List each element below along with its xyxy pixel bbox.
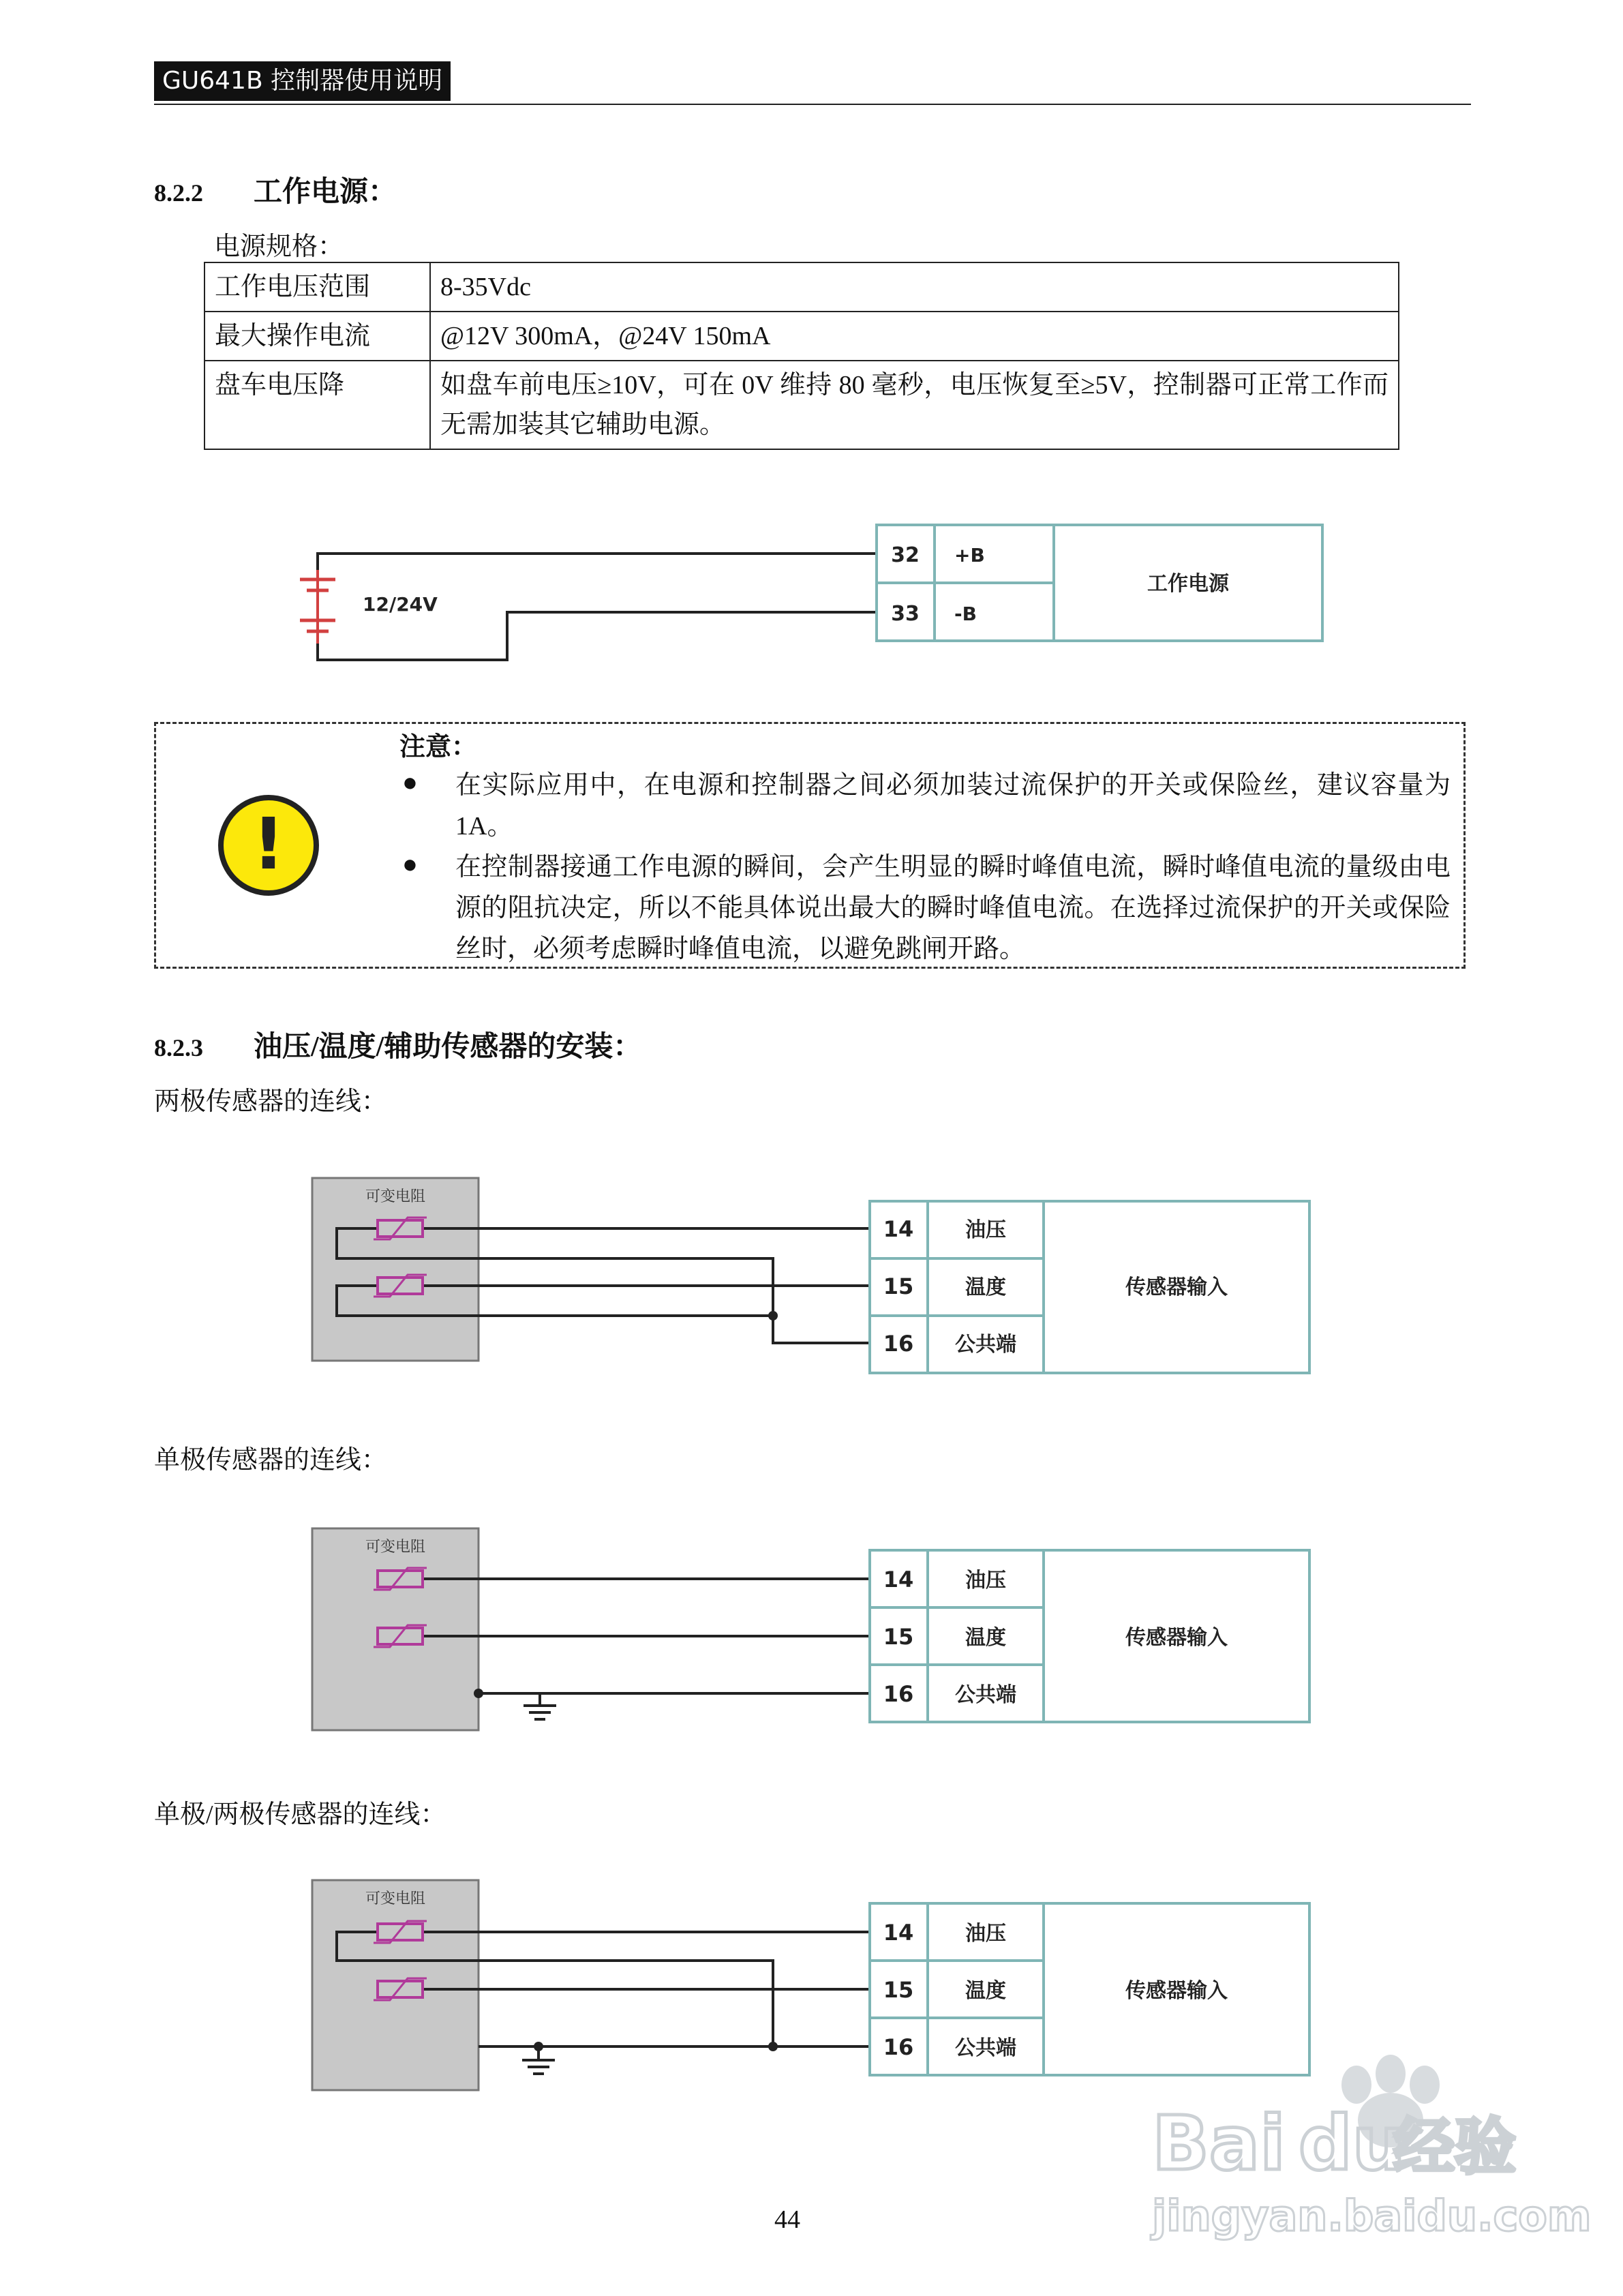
bullet-icon: ● [402,768,418,797]
terminal-number: 14 [883,1920,914,1946]
section-title: 油压/温度/辅助传感器的安装： [254,1031,642,1063]
terminal-number: 15 [883,1624,914,1650]
spec-key: 工作电压范围 [204,262,430,312]
terminal-number: 32 [891,543,920,567]
document-header: GU641B 控制器使用说明 [154,61,451,101]
block-label: 传感器输入 [1125,1979,1228,2003]
terminal-number: 33 [891,602,920,626]
resistor-label: 可变电阻 [365,1188,426,1205]
terminal-number: 14 [883,1216,914,1242]
terminal-label: +B [954,544,985,567]
note-item: 在控制器接通工作电源的瞬间，会产生明显的瞬时峰值电流，瞬时峰值电流的量级由电源的阻抗决定，所以不能具体说出最大的瞬时峰值电流。在选择过流保护的开关或保险丝时，必须考虑瞬时峰值电流，以避免跳闸开路。 [455,853,1451,963]
terminal-label: 油压 [965,1218,1006,1242]
junction-dot [474,1689,483,1698]
terminal-label: 油压 [965,1569,1006,1592]
note-item: 在实际应用中，在电源和控制器之间必须加装过流保护的开关或保险丝，建议容量为 1A。 [455,771,1451,841]
thermistor-icon [374,1921,427,1943]
terminal-number: 14 [883,1567,914,1592]
warning-icon: ! [218,795,319,896]
block-label: 传感器输入 [1125,1626,1228,1650]
thermistor-icon [374,1275,427,1297]
terminal-label: -B [954,603,977,625]
diagram-caption: 单极/两极传感器的连线： [154,1800,446,1829]
diagram-caption: 单极传感器的连线： [154,1446,388,1475]
page-number: 44 [774,2205,800,2234]
battery-icon [300,570,335,644]
block-label: 传感器输入 [1125,1275,1228,1299]
power-terminal-block [877,525,1322,641]
two-pole-sensor-diagram [312,1178,1309,1373]
ground-icon [524,1693,556,1719]
spec-value: 如盘车前电压≥10V，可在 0V 维持 80 毫秒，电压恢复至≥5V，控制器可正常工作而无需加装其它辅助电源。 [430,361,1399,449]
ground-icon [522,2046,555,2074]
junction-dot [768,1311,778,1320]
terminal-label: 温度 [965,1626,1006,1650]
mixed-sensor-diagram [312,1880,1309,2090]
battery-label: 12/24V [363,593,438,616]
spec-key: 盘车电压降 [204,361,430,449]
thermistor-icon [374,1218,427,1239]
terminal-label: 公共端 [955,2036,1016,2060]
terminal-label: 公共端 [955,1333,1016,1357]
section-number: 8.2.3 [154,1034,203,1061]
terminal-label: 温度 [965,1275,1006,1299]
junction-dot [768,2042,778,2051]
watermark-brand-cn: 经验 [1393,2111,1516,2183]
block-label: 工作电源 [1147,572,1229,596]
thermistor-icon [374,1625,427,1647]
resistor-box [312,1178,479,1361]
terminal-number: 16 [883,1331,914,1357]
sensor-terminal-block [870,1201,1309,1373]
watermark-brand: Bai [1152,2100,1286,2187]
terminal-number: 15 [883,1977,914,2003]
baidu-watermark [1150,2055,1591,2241]
power-wiring-diagram [300,525,1322,660]
terminal-number: 16 [883,1681,914,1707]
spec-value: @12V 300mA，@24V 150mA [430,312,1399,361]
terminal-label: 公共端 [955,1683,1016,1707]
note-title: 注意： [399,733,478,761]
thermistor-icon [374,1978,427,2000]
terminal-label: 温度 [965,1979,1006,2003]
watermark-brand: du [1299,2100,1406,2187]
diagram-caption: 两极传感器的连线： [154,1087,388,1116]
watermark-url: jingyan.baidu.com [1152,2191,1592,2241]
sensor-terminal-block [870,1903,1309,2075]
single-pole-sensor-diagram [312,1528,1309,1730]
resistor-label: 可变电阻 [365,1890,426,1907]
spec-key: 最大操作电流 [204,312,430,361]
sensor-terminal-block [870,1550,1309,1722]
spec-value: 8-35Vdc [430,262,1399,312]
section-8-2-3-heading [154,1024,641,1065]
section-number: 8.2.2 [154,179,203,207]
section-title: 工作电源： [254,177,397,208]
spec-caption: 电源规格： [214,232,344,261]
terminal-number: 15 [883,1273,914,1299]
terminal-label: 油压 [965,1922,1006,1946]
terminal-number: 16 [883,2034,914,2060]
bullet-icon: ● [402,850,418,879]
resistor-label: 可变电阻 [365,1539,426,1556]
thermistor-icon [374,1568,427,1590]
